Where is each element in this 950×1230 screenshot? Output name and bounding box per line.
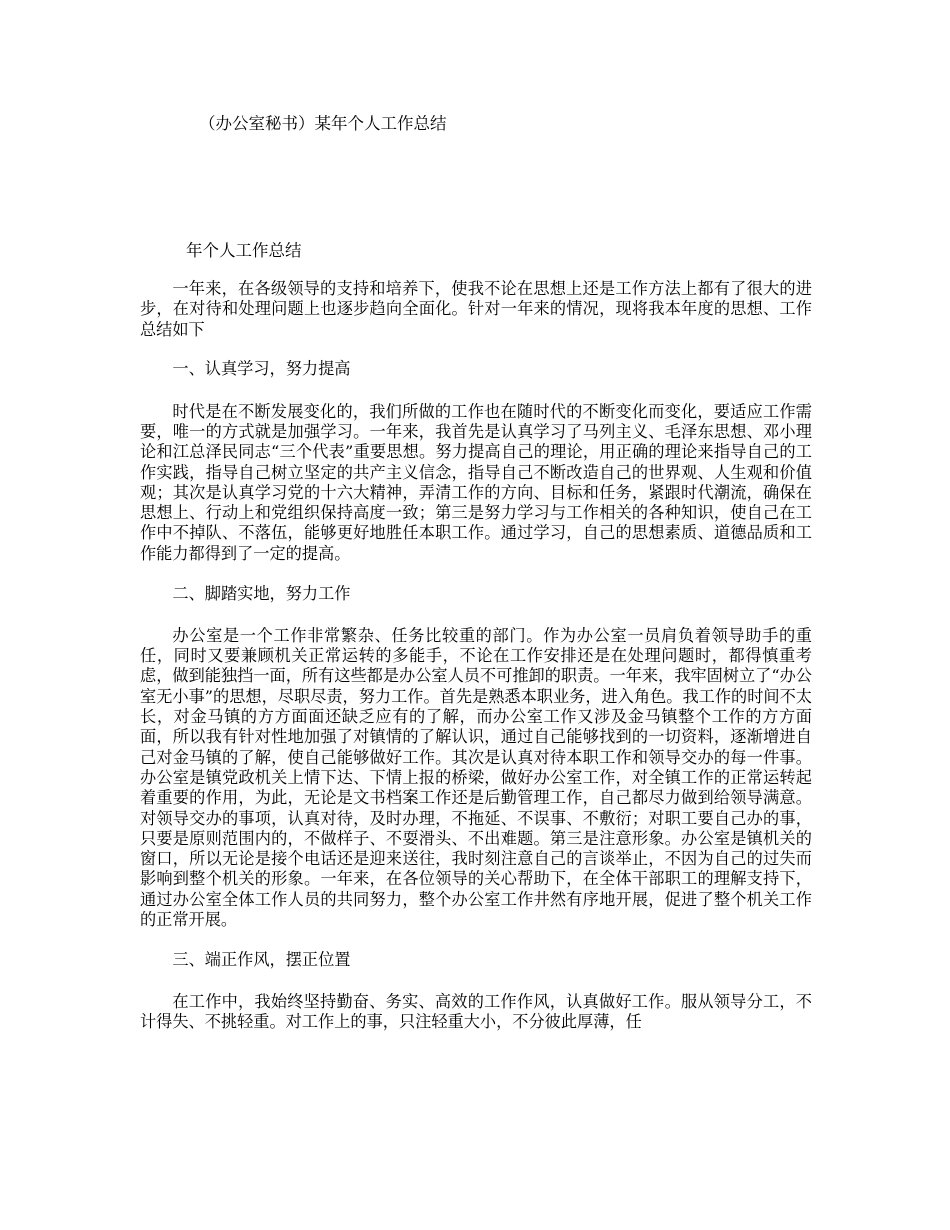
- section-heading-3: 三、端正作风，摆正位置: [172, 949, 351, 969]
- section-body-1: 时代是在不断发展变化的，我们所做的工作也在随时代的不断变化而变化，要适应工作需要，唯一的方式就是加强学习。一年来，我首先是认真学习了马列主义、毛泽东思想、邓小理论和江总泽民同志“三个代表”重要思想。努力提高自己的理论，用正确的理论来指导自己的工作实践，指导自己树立坚定的共产主义信念，指导自己不断改造自己的世界观、人生观和价值观；其次是认真学习党的十六大精神，弄清工作的方向、目标和任务，紧跟时代潮流，确保在思想上、行动上和党组织保持高度一致；第三是努力学习与工作相关的各种知识，使自己在工作中不掉队、不落伍，能够更好地胜任本职工作。通过学习，自己的思想素质、道德品质和工作能力都得到了一定的提高。: [140, 401, 812, 563]
- section-heading-2: 二、脚踏实地，努力工作: [172, 583, 351, 603]
- section-heading-1: 一、认真学习，努力提高: [172, 359, 351, 379]
- document-body: [140, 279, 812, 1052]
- section-body-2: 办公室是一个工作非常繁杂、任务比较重的部门。作为办公室一员肩负着领导助手的重任，同时又要兼顾机关正常运转的多能手，不论在工作安排还是在处理问题时，都得慎重考虑，做到能独挡一面，所有这些都是办公室人员不可推卸的职责。一年来，我牢固树立了“办公室无小事”的思想，尽职尽责，努力工作。首先是熟悉本职业务，进入角色。我工作的时间不太长，对金马镇的方方面面还缺乏应有的了解，而办公室工作又涉及金马镇整个工作的方方面面，所以我有针对性地加强了对镇情的了解认识，通过自己能够找到的一切资料，逐渐增进自己对金马镇的了解，使自己能够做好工作。其次是认真对待本职工作和领导交办的每一件事。办公室是镇党政机关上情下达、下情上报的桥梁，做好办公室工作，对全镇工作的正常运转起着重要的作用，为此，无论是文书档案工作还是后勤管理工作，自己都尽力做到给领导满意。对领导交办的事项，认真对待，及时办理，不拖延、不误事、不敷衍；对职工要自己办的事，只要是原则范围内的，不做样子、不耍滑头、不出难题。第三是注意形象。办公室是镇机关的窗口，所以无论是接个电话还是迎来送往，我时刻注意自己的言谈举止，不因为自己的过失而影响到整个机关的形象。一年来，在各位领导的关心帮助下，在全体干部职工的理解支持下，通过办公室全体工作人员的共同努力，整个办公室工作井然有序地开展，促进了整个机关工作的正常开展。: [140, 625, 812, 930]
- intro-paragraph: 一年来，在各级领导的支持和培养下，使我不论在思想上还是工作方法上都有了很大的进步，在对待和处理问题上也逐步趋向全面化。针对一年来的情况，现将我本年度的思想、工作总结如下: [140, 279, 812, 339]
- document-subtitle: 年个人工作总结: [186, 241, 302, 260]
- document-title: （办公室秘书）某年个人工作总结: [199, 114, 447, 133]
- section-body-3: 在工作中，我始终坚持勤奋、务实、高效的工作作风，认真做好工作。服从领导分工，不计得失、不挑轻重。对工作上的事，只注轻重大小，不分彼此厚薄，任: [140, 992, 812, 1032]
